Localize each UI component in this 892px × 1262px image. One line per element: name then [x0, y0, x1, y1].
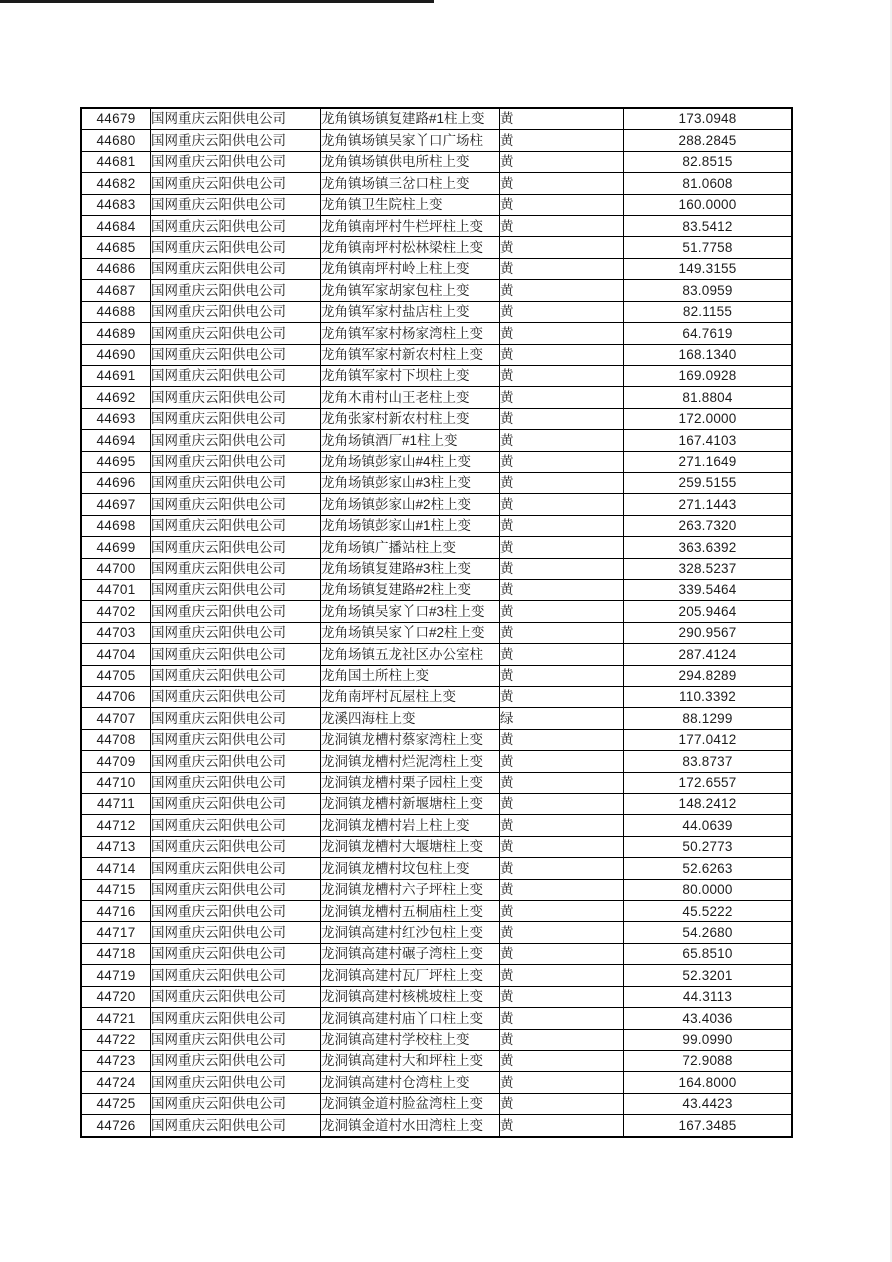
cell-value: 45.5222 — [624, 901, 793, 922]
table-row — [81, 986, 792, 1007]
table-row — [81, 579, 792, 600]
cell-row-id: 44723 — [81, 1050, 151, 1071]
cell-value: 72.9088 — [624, 1050, 793, 1071]
table-row — [81, 644, 792, 665]
cell-company-name: 国网重庆云阳供电公司 — [151, 794, 321, 815]
cell-value: 287.4124 — [624, 644, 793, 665]
asset-table-body — [81, 108, 792, 1137]
cell-company-name: 国网重庆云阳供电公司 — [151, 1072, 321, 1093]
cell-value: 65.8510 — [624, 943, 793, 964]
cell-value: 110.3392 — [624, 687, 793, 708]
cell-asset-name: 龙角场镇广播站柱上变 — [321, 537, 500, 558]
cell-status-label: 黄 — [500, 1029, 624, 1050]
cell-status-label: 黄 — [500, 408, 624, 429]
cell-row-id: 44719 — [81, 965, 151, 986]
cell-value: 339.5464 — [624, 579, 793, 600]
cell-status-label: 黄 — [500, 1008, 624, 1029]
cell-asset-name: 龙角张家村新农村柱上变 — [321, 408, 500, 429]
cell-company-name: 国网重庆云阳供电公司 — [151, 173, 321, 194]
cell-status-label: 黄 — [500, 879, 624, 900]
cell-value: 44.3113 — [624, 986, 793, 1007]
table-row — [81, 430, 792, 451]
cell-asset-name: 龙角场镇彭家山#1柱上变 — [321, 515, 500, 536]
table-row — [81, 451, 792, 472]
cell-status-label: 黄 — [500, 494, 624, 515]
cell-status-label: 黄 — [500, 622, 624, 643]
cell-row-id: 44720 — [81, 986, 151, 1007]
cell-status-label: 黄 — [500, 515, 624, 536]
cell-company-name: 国网重庆云阳供电公司 — [151, 323, 321, 344]
cell-value: 83.5412 — [624, 216, 793, 237]
cell-row-id: 44702 — [81, 601, 151, 622]
cell-asset-name: 龙角国土所柱上变 — [321, 665, 500, 686]
cell-status-label: 黄 — [500, 772, 624, 793]
table-row — [81, 1029, 792, 1050]
cell-status-label: 黄 — [500, 108, 624, 130]
cell-asset-name: 龙洞镇高建村瓦厂坪柱上变 — [321, 965, 500, 986]
cell-status-label: 黄 — [500, 986, 624, 1007]
cell-row-id: 44707 — [81, 708, 151, 729]
cell-row-id: 44694 — [81, 430, 151, 451]
cell-row-id: 44688 — [81, 301, 151, 322]
table-row — [81, 151, 792, 172]
cell-company-name: 国网重庆云阳供电公司 — [151, 836, 321, 857]
table-row — [81, 708, 792, 729]
cell-asset-name: 龙洞镇龙槽村岩上柱上变 — [321, 815, 500, 836]
cell-company-name: 国网重庆云阳供电公司 — [151, 130, 321, 151]
cell-asset-name: 龙角场镇彭家山#2柱上变 — [321, 494, 500, 515]
cell-asset-name: 龙角场镇彭家山#4柱上变 — [321, 451, 500, 472]
cell-status-label: 黄 — [500, 151, 624, 172]
table-row — [81, 558, 792, 579]
cell-value: 52.6263 — [624, 858, 793, 879]
cell-company-name: 国网重庆云阳供电公司 — [151, 665, 321, 686]
cell-status-label: 黄 — [500, 943, 624, 964]
cell-row-id: 44721 — [81, 1008, 151, 1029]
table-row — [81, 173, 792, 194]
table-row — [81, 836, 792, 857]
cell-asset-name: 龙角镇南坪村松林梁柱上变 — [321, 237, 500, 258]
cell-status-label: 黄 — [500, 751, 624, 772]
cell-row-id: 44686 — [81, 258, 151, 279]
cell-asset-name: 龙角镇军家村盐店柱上变 — [321, 301, 500, 322]
cell-row-id: 44685 — [81, 237, 151, 258]
cell-status-label: 黄 — [500, 794, 624, 815]
cell-row-id: 44693 — [81, 408, 151, 429]
cell-company-name: 国网重庆云阳供电公司 — [151, 1008, 321, 1029]
table-row — [81, 622, 792, 643]
cell-status-label: 黄 — [500, 130, 624, 151]
cell-value: 149.3155 — [624, 258, 793, 279]
cell-row-id: 44714 — [81, 858, 151, 879]
table-row — [81, 408, 792, 429]
cell-asset-name: 龙溪四海柱上变 — [321, 708, 500, 729]
cell-row-id: 44680 — [81, 130, 151, 151]
table-row — [81, 387, 792, 408]
cell-company-name: 国网重庆云阳供电公司 — [151, 258, 321, 279]
cell-asset-name: 龙角场镇彭家山#3柱上变 — [321, 472, 500, 493]
cell-status-label: 黄 — [500, 901, 624, 922]
cell-value: 288.2845 — [624, 130, 793, 151]
cell-value: 363.6392 — [624, 537, 793, 558]
cell-row-id: 44706 — [81, 687, 151, 708]
cell-asset-name: 龙角镇军家胡家包柱上变 — [321, 280, 500, 301]
cell-value: 50.2773 — [624, 836, 793, 857]
table-row — [81, 365, 792, 386]
cell-company-name: 国网重庆云阳供电公司 — [151, 515, 321, 536]
cell-row-id: 44697 — [81, 494, 151, 515]
cell-row-id: 44725 — [81, 1093, 151, 1114]
table-row — [81, 665, 792, 686]
cell-status-label: 黄 — [500, 815, 624, 836]
cell-status-label: 绿 — [500, 708, 624, 729]
cell-status-label: 黄 — [500, 558, 624, 579]
cell-row-id: 44722 — [81, 1029, 151, 1050]
cell-asset-name: 龙角镇场镇三岔口柱上变 — [321, 173, 500, 194]
cell-asset-name: 龙角镇场镇复建路#1柱上变 — [321, 108, 500, 130]
cell-company-name: 国网重庆云阳供电公司 — [151, 901, 321, 922]
cell-status-label: 黄 — [500, 858, 624, 879]
cell-row-id: 44699 — [81, 537, 151, 558]
table-row — [81, 301, 792, 322]
cell-company-name: 国网重庆云阳供电公司 — [151, 1050, 321, 1071]
cell-company-name: 国网重庆云阳供电公司 — [151, 687, 321, 708]
cell-asset-name: 龙角镇场镇吴家丫口广场柱 — [321, 130, 500, 151]
cell-value: 43.4036 — [624, 1008, 793, 1029]
table-row — [81, 943, 792, 964]
cell-company-name: 国网重庆云阳供电公司 — [151, 216, 321, 237]
cell-value: 83.0959 — [624, 280, 793, 301]
cell-status-label: 黄 — [500, 1093, 624, 1114]
cell-status-label: 黄 — [500, 579, 624, 600]
cell-row-id: 44684 — [81, 216, 151, 237]
table-row — [81, 858, 792, 879]
cell-status-label: 黄 — [500, 665, 624, 686]
cell-company-name: 国网重庆云阳供电公司 — [151, 237, 321, 258]
cell-company-name: 国网重庆云阳供电公司 — [151, 858, 321, 879]
cell-row-id: 44715 — [81, 879, 151, 900]
cell-company-name: 国网重庆云阳供电公司 — [151, 1093, 321, 1114]
table-row — [81, 772, 792, 793]
cell-value: 164.8000 — [624, 1072, 793, 1093]
cell-status-label: 黄 — [500, 173, 624, 194]
table-row — [81, 130, 792, 151]
cell-company-name: 国网重庆云阳供电公司 — [151, 1115, 321, 1137]
cell-asset-name: 龙角镇场镇供电所柱上变 — [321, 151, 500, 172]
cell-row-id: 44687 — [81, 280, 151, 301]
cell-asset-name: 龙洞镇高建村仓湾柱上变 — [321, 1072, 500, 1093]
cell-status-label: 黄 — [500, 430, 624, 451]
cell-asset-name: 龙洞镇金道村水田湾柱上变 — [321, 1115, 500, 1137]
cell-asset-name: 龙角镇军家村下坝柱上变 — [321, 365, 500, 386]
cell-company-name: 国网重庆云阳供电公司 — [151, 815, 321, 836]
cell-status-label: 黄 — [500, 965, 624, 986]
table-row — [81, 815, 792, 836]
cell-value: 99.0990 — [624, 1029, 793, 1050]
cell-value: 259.5155 — [624, 472, 793, 493]
cell-asset-name: 龙洞镇高建村红沙包柱上变 — [321, 922, 500, 943]
cell-value: 172.6557 — [624, 772, 793, 793]
table-row — [81, 729, 792, 750]
cell-row-id: 44712 — [81, 815, 151, 836]
table-row — [81, 323, 792, 344]
cell-row-id: 44682 — [81, 173, 151, 194]
cell-row-id: 44716 — [81, 901, 151, 922]
cell-row-id: 44717 — [81, 922, 151, 943]
cell-row-id: 44689 — [81, 323, 151, 344]
cell-row-id: 44698 — [81, 515, 151, 536]
cell-row-id: 44679 — [81, 108, 151, 130]
cell-value: 167.3485 — [624, 1115, 793, 1137]
cell-status-label: 黄 — [500, 344, 624, 365]
table-row — [81, 687, 792, 708]
cell-status-label: 黄 — [500, 644, 624, 665]
cell-status-label: 黄 — [500, 451, 624, 472]
cell-asset-name: 龙角镇军家村杨家湾柱上变 — [321, 323, 500, 344]
cell-status-label: 黄 — [500, 365, 624, 386]
cell-company-name: 国网重庆云阳供电公司 — [151, 151, 321, 172]
cell-status-label: 黄 — [500, 1072, 624, 1093]
cell-status-label: 黄 — [500, 323, 624, 344]
table-row — [81, 1093, 792, 1114]
cell-row-id: 44683 — [81, 194, 151, 215]
cell-row-id: 44701 — [81, 579, 151, 600]
cell-row-id: 44696 — [81, 472, 151, 493]
table-row — [81, 1072, 792, 1093]
cell-company-name: 国网重庆云阳供电公司 — [151, 986, 321, 1007]
cell-status-label: 黄 — [500, 387, 624, 408]
cell-value: 64.7619 — [624, 323, 793, 344]
cell-row-id: 44713 — [81, 836, 151, 857]
cell-asset-name: 龙角镇卫生院柱上变 — [321, 194, 500, 215]
cell-status-label: 黄 — [500, 922, 624, 943]
cell-company-name: 国网重庆云阳供电公司 — [151, 537, 321, 558]
cell-company-name: 国网重庆云阳供电公司 — [151, 387, 321, 408]
cell-value: 52.3201 — [624, 965, 793, 986]
cell-company-name: 国网重庆云阳供电公司 — [151, 943, 321, 964]
table-row — [81, 515, 792, 536]
cell-asset-name: 龙洞镇龙槽村五桐庙柱上变 — [321, 901, 500, 922]
table-row — [81, 965, 792, 986]
cell-row-id: 44703 — [81, 622, 151, 643]
cell-company-name: 国网重庆云阳供电公司 — [151, 194, 321, 215]
cell-value: 88.1299 — [624, 708, 793, 729]
table-row — [81, 194, 792, 215]
cell-asset-name: 龙角场镇吴家丫口#2柱上变 — [321, 622, 500, 643]
cell-row-id: 44724 — [81, 1072, 151, 1093]
cell-asset-name: 龙洞镇龙槽村烂泥湾柱上变 — [321, 751, 500, 772]
table-row — [81, 1050, 792, 1071]
cell-value: 83.8737 — [624, 751, 793, 772]
cell-status-label: 黄 — [500, 301, 624, 322]
cell-company-name: 国网重庆云阳供电公司 — [151, 558, 321, 579]
cell-row-id: 44718 — [81, 943, 151, 964]
cell-status-label: 黄 — [500, 194, 624, 215]
cell-status-label: 黄 — [500, 836, 624, 857]
cell-row-id: 44709 — [81, 751, 151, 772]
cell-company-name: 国网重庆云阳供电公司 — [151, 301, 321, 322]
cell-asset-name: 龙角场镇复建路#3柱上变 — [321, 558, 500, 579]
cell-company-name: 国网重庆云阳供电公司 — [151, 451, 321, 472]
cell-status-label: 黄 — [500, 1115, 624, 1137]
cell-value: 205.9464 — [624, 601, 793, 622]
cell-asset-name: 龙洞镇龙槽村蔡家湾柱上变 — [321, 729, 500, 750]
asset-table — [80, 107, 793, 1138]
table-row — [81, 280, 792, 301]
cell-asset-name: 龙洞镇龙槽村新堰塘柱上变 — [321, 794, 500, 815]
cell-value: 294.8289 — [624, 665, 793, 686]
table-row — [81, 1008, 792, 1029]
cell-value: 81.0608 — [624, 173, 793, 194]
cell-row-id: 44692 — [81, 387, 151, 408]
cell-value: 290.9567 — [624, 622, 793, 643]
cell-value: 271.1443 — [624, 494, 793, 515]
cell-value: 80.0000 — [624, 879, 793, 900]
cell-asset-name: 龙洞镇高建村庙丫口柱上变 — [321, 1008, 500, 1029]
cell-company-name: 国网重庆云阳供电公司 — [151, 108, 321, 130]
cell-value: 263.7320 — [624, 515, 793, 536]
cell-row-id: 44700 — [81, 558, 151, 579]
cell-status-label: 黄 — [500, 729, 624, 750]
scan-artifact-bar — [0, 0, 434, 3]
table-row — [81, 494, 792, 515]
cell-asset-name: 龙洞镇高建村学校柱上变 — [321, 1029, 500, 1050]
cell-value: 177.0412 — [624, 729, 793, 750]
cell-value: 54.2680 — [624, 922, 793, 943]
cell-value: 172.0000 — [624, 408, 793, 429]
cell-company-name: 国网重庆云阳供电公司 — [151, 772, 321, 793]
cell-asset-name: 龙洞镇龙槽村大堰塘柱上变 — [321, 836, 500, 857]
cell-company-name: 国网重庆云阳供电公司 — [151, 729, 321, 750]
cell-company-name: 国网重庆云阳供电公司 — [151, 365, 321, 386]
cell-status-label: 黄 — [500, 216, 624, 237]
cell-company-name: 国网重庆云阳供电公司 — [151, 472, 321, 493]
cell-asset-name: 龙角场镇吴家丫口#3柱上变 — [321, 601, 500, 622]
table-row — [81, 237, 792, 258]
cell-company-name: 国网重庆云阳供电公司 — [151, 601, 321, 622]
cell-company-name: 国网重庆云阳供电公司 — [151, 408, 321, 429]
cell-asset-name: 龙洞镇龙槽村六子坪柱上变 — [321, 879, 500, 900]
cell-row-id: 44708 — [81, 729, 151, 750]
table-row — [81, 601, 792, 622]
cell-status-label: 黄 — [500, 237, 624, 258]
cell-company-name: 国网重庆云阳供电公司 — [151, 494, 321, 515]
cell-company-name: 国网重庆云阳供电公司 — [151, 708, 321, 729]
cell-value: 169.0928 — [624, 365, 793, 386]
cell-status-label: 黄 — [500, 601, 624, 622]
cell-status-label: 黄 — [500, 1050, 624, 1071]
table-row — [81, 901, 792, 922]
cell-asset-name: 龙洞镇龙槽村栗子园柱上变 — [321, 772, 500, 793]
cell-company-name: 国网重庆云阳供电公司 — [151, 879, 321, 900]
cell-asset-name: 龙角木甫村山王老柱上变 — [321, 387, 500, 408]
table-row — [81, 472, 792, 493]
table-row — [81, 922, 792, 943]
cell-asset-name: 龙角南坪村瓦屋柱上变 — [321, 687, 500, 708]
cell-status-label: 黄 — [500, 280, 624, 301]
cell-company-name: 国网重庆云阳供电公司 — [151, 579, 321, 600]
table-row — [81, 751, 792, 772]
cell-row-id: 44711 — [81, 794, 151, 815]
cell-value: 167.4103 — [624, 430, 793, 451]
cell-row-id: 44681 — [81, 151, 151, 172]
table-row — [81, 1115, 792, 1137]
cell-row-id: 44695 — [81, 451, 151, 472]
cell-value: 168.1340 — [624, 344, 793, 365]
table-row — [81, 216, 792, 237]
cell-company-name: 国网重庆云阳供电公司 — [151, 965, 321, 986]
cell-asset-name: 龙洞镇高建村核桃坡柱上变 — [321, 986, 500, 1007]
cell-row-id: 44691 — [81, 365, 151, 386]
table-row — [81, 344, 792, 365]
cell-value: 173.0948 — [624, 108, 793, 130]
cell-company-name: 国网重庆云阳供电公司 — [151, 751, 321, 772]
cell-company-name: 国网重庆云阳供电公司 — [151, 622, 321, 643]
cell-company-name: 国网重庆云阳供电公司 — [151, 1029, 321, 1050]
cell-value: 82.8515 — [624, 151, 793, 172]
cell-asset-name: 龙洞镇龙槽村坟包柱上变 — [321, 858, 500, 879]
cell-row-id: 44710 — [81, 772, 151, 793]
cell-asset-name: 龙角镇军家村新农村柱上变 — [321, 344, 500, 365]
cell-status-label: 黄 — [500, 472, 624, 493]
cell-row-id: 44704 — [81, 644, 151, 665]
table-row — [81, 108, 792, 130]
cell-row-id: 44705 — [81, 665, 151, 686]
cell-value: 44.0639 — [624, 815, 793, 836]
cell-asset-name: 龙洞镇高建村碾子湾柱上变 — [321, 943, 500, 964]
cell-status-label: 黄 — [500, 687, 624, 708]
cell-company-name: 国网重庆云阳供电公司 — [151, 644, 321, 665]
cell-company-name: 国网重庆云阳供电公司 — [151, 344, 321, 365]
table-row — [81, 794, 792, 815]
cell-asset-name: 龙洞镇高建村大和坪柱上变 — [321, 1050, 500, 1071]
cell-status-label: 黄 — [500, 537, 624, 558]
cell-company-name: 国网重庆云阳供电公司 — [151, 430, 321, 451]
cell-value: 82.1155 — [624, 301, 793, 322]
cell-asset-name: 龙洞镇金道村脸盆湾柱上变 — [321, 1093, 500, 1114]
cell-value: 51.7758 — [624, 237, 793, 258]
cell-value: 328.5237 — [624, 558, 793, 579]
cell-status-label: 黄 — [500, 258, 624, 279]
cell-value: 160.0000 — [624, 194, 793, 215]
cell-value: 148.2412 — [624, 794, 793, 815]
cell-value: 81.8804 — [624, 387, 793, 408]
cell-asset-name: 龙角场镇酒厂#1柱上变 — [321, 430, 500, 451]
cell-asset-name: 龙角镇南坪村岭上柱上变 — [321, 258, 500, 279]
table-row — [81, 537, 792, 558]
cell-row-id: 44726 — [81, 1115, 151, 1137]
table-row — [81, 258, 792, 279]
cell-row-id: 44690 — [81, 344, 151, 365]
cell-asset-name: 龙角场镇复建路#2柱上变 — [321, 579, 500, 600]
table-row — [81, 879, 792, 900]
cell-value: 271.1649 — [624, 451, 793, 472]
cell-asset-name: 龙角场镇五龙社区办公室柱 — [321, 644, 500, 665]
cell-asset-name: 龙角镇南坪村牛栏坪柱上变 — [321, 216, 500, 237]
cell-value: 43.4423 — [624, 1093, 793, 1114]
cell-company-name: 国网重庆云阳供电公司 — [151, 280, 321, 301]
cell-company-name: 国网重庆云阳供电公司 — [151, 922, 321, 943]
